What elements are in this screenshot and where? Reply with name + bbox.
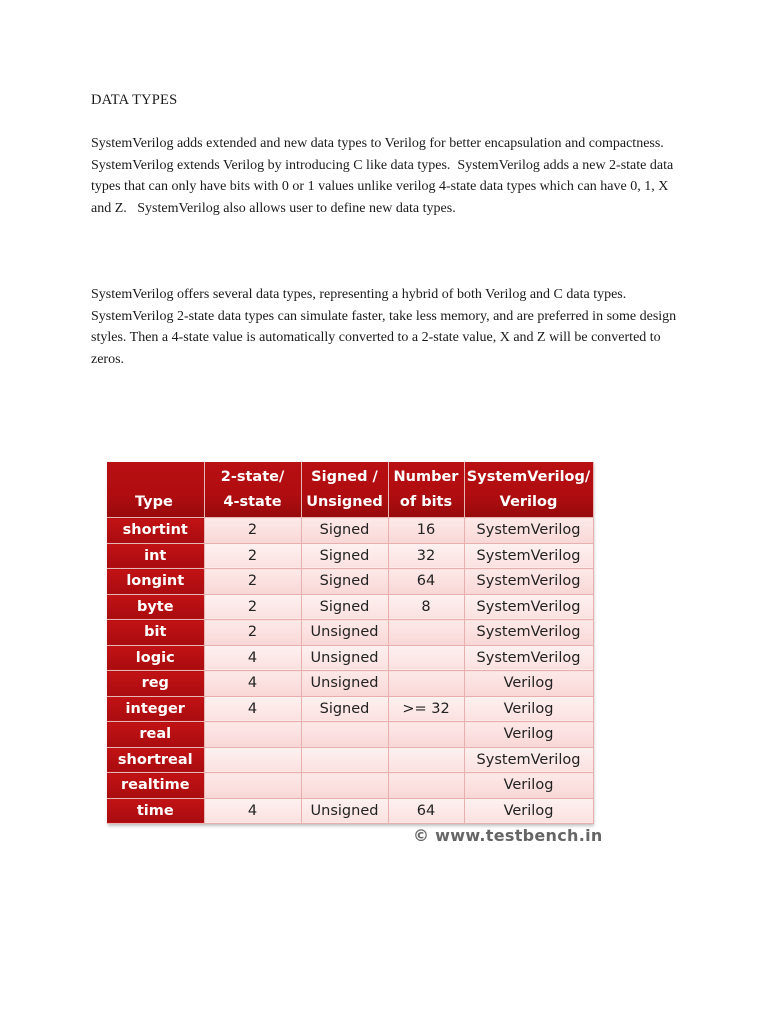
data-types-table (107, 462, 594, 824)
cell-state: 2 (204, 543, 301, 569)
table-row (107, 518, 593, 544)
cell-type: shortreal (107, 747, 204, 773)
cell-bits (388, 620, 464, 646)
details-paragraph: SystemVerilog offers several data types, representing a hybrid of both Verilog and C data types. SystemVerilog 2-state data types can simulate faster, take less memory, and are preferred in some design styles. Then a 4-state value is automatically converted to a 2-state value, X and Z will be converted to zeros. (91, 287, 680, 367)
document-body (91, 90, 691, 367)
cell-state: 4 (204, 645, 301, 671)
data-types-table-image (107, 462, 593, 824)
intro-paragraph: SystemVerilog adds extended and new data types to Verilog for better encapsulation and compactness. SystemVerilog extends Verilog by introducing C like data types. SystemVerilog adds a new 2-state data types that can only have bits with 0 or 1 values unlike verilog 4-state data types which can have 0, 1, X and Z. SystemVerilog also allows user to define new data types. (91, 136, 677, 216)
cell-state: 2 (204, 620, 301, 646)
table-row (107, 747, 593, 773)
cell-state: 2 (204, 518, 301, 544)
header-bits-line1: Number (393, 468, 459, 485)
table-row (107, 696, 593, 722)
table-row (107, 645, 593, 671)
cell-signed: Signed (301, 518, 388, 544)
cell-signed: Unsigned (301, 798, 388, 824)
cell-signed: Unsigned (301, 645, 388, 671)
cell-language: SystemVerilog (464, 543, 593, 569)
cell-state: 4 (204, 696, 301, 722)
cell-language: SystemVerilog (464, 645, 593, 671)
cell-signed: Signed (301, 594, 388, 620)
cell-signed: Signed (301, 696, 388, 722)
cell-language: Verilog (464, 671, 593, 697)
table-row (107, 594, 593, 620)
header-signed-line2: Unsigned (306, 493, 383, 510)
cell-signed (301, 773, 388, 799)
table-row (107, 773, 593, 799)
header-language (464, 462, 593, 518)
cell-signed: Unsigned (301, 671, 388, 697)
cell-language: Verilog (464, 798, 593, 824)
cell-state (204, 747, 301, 773)
table-row (107, 798, 593, 824)
cell-state: 2 (204, 569, 301, 595)
header-type-label: Type (135, 494, 173, 510)
cell-signed: Unsigned (301, 620, 388, 646)
cell-state (204, 722, 301, 748)
table-row (107, 620, 593, 646)
cell-language: SystemVerilog (464, 569, 593, 595)
header-bits (388, 462, 464, 518)
cell-type: longint (107, 569, 204, 595)
cell-bits (388, 773, 464, 799)
cell-type: int (107, 543, 204, 569)
header-state-line1: 2-state/ (220, 468, 285, 485)
cell-language: SystemVerilog (464, 747, 593, 773)
cell-bits: 64 (388, 798, 464, 824)
header-state-line2: 4-state (223, 493, 282, 510)
cell-state: 4 (204, 671, 301, 697)
cell-language: Verilog (464, 773, 593, 799)
table-row (107, 671, 593, 697)
cell-type: byte (107, 594, 204, 620)
cell-bits: 8 (388, 594, 464, 620)
cell-signed: Signed (301, 569, 388, 595)
cell-bits (388, 671, 464, 697)
table-row (107, 543, 593, 569)
cell-bits (388, 645, 464, 671)
header-type (107, 462, 204, 518)
header-state (204, 462, 301, 518)
cell-type: realtime (107, 773, 204, 799)
header-bits-line2: of bits (399, 493, 453, 510)
section-heading: DATA TYPES (91, 92, 178, 108)
cell-type: bit (107, 620, 204, 646)
cell-type: integer (107, 696, 204, 722)
cell-type: time (107, 798, 204, 824)
table-row (107, 569, 593, 595)
cell-language: SystemVerilog (464, 518, 593, 544)
table-row (107, 722, 593, 748)
cell-state: 4 (204, 798, 301, 824)
copyright-credit: © www.testbench.in (413, 826, 603, 845)
cell-language: SystemVerilog (464, 620, 593, 646)
cell-language: SystemVerilog (464, 594, 593, 620)
cell-bits: 16 (388, 518, 464, 544)
header-language-line1: SystemVerilog/ (466, 468, 591, 485)
cell-bits: 64 (388, 569, 464, 595)
cell-language: Verilog (464, 696, 593, 722)
cell-bits: 32 (388, 543, 464, 569)
header-signed (301, 462, 388, 518)
cell-bits (388, 722, 464, 748)
cell-state: 2 (204, 594, 301, 620)
cell-type: shortint (107, 518, 204, 544)
cell-language: Verilog (464, 722, 593, 748)
cell-type: logic (107, 645, 204, 671)
cell-signed (301, 747, 388, 773)
table-header-row (107, 462, 593, 518)
header-signed-line1: Signed / (311, 468, 378, 485)
cell-type: reg (107, 671, 204, 697)
table-body (107, 518, 593, 824)
cell-bits: >= 32 (388, 696, 464, 722)
header-language-line2: Verilog (499, 493, 558, 510)
cell-signed: Signed (301, 543, 388, 569)
cell-bits (388, 747, 464, 773)
cell-signed (301, 722, 388, 748)
cell-type: real (107, 722, 204, 748)
cell-state (204, 773, 301, 799)
